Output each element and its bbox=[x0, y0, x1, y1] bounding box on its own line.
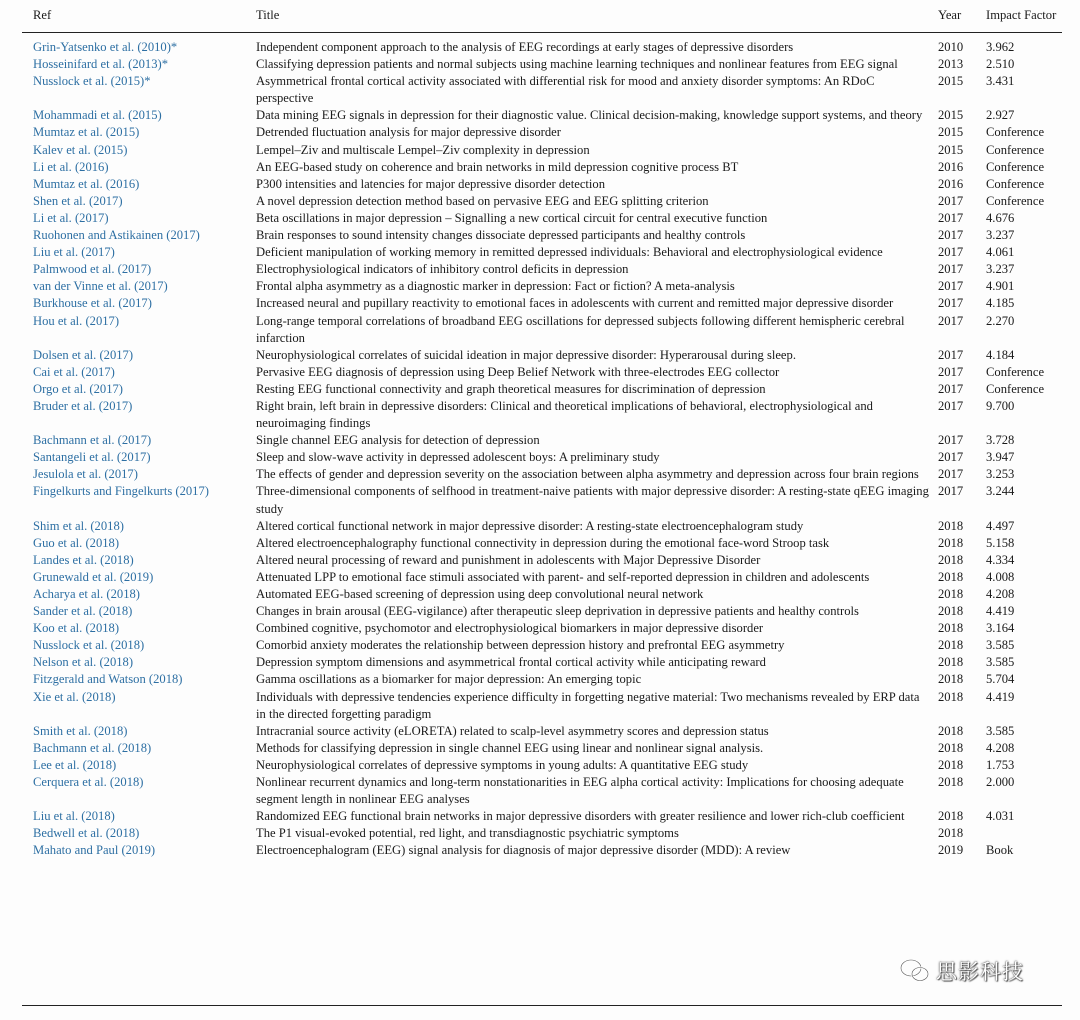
header-title: Title bbox=[256, 7, 280, 22]
header-ref: Ref bbox=[33, 7, 52, 22]
title-cell: Individuals with depressive tendencies experience difficulty in forgetting negative material: Two mechanisms revealed by ERP data in the directed forgetting paradigm bbox=[256, 689, 920, 721]
title-cell: Classifying depression patients and normal subjects using machine learning techniques and nonlinear features from EEG signal bbox=[256, 57, 898, 72]
title-cell: Neurophysiological correlates of depressive symptoms in young adults: A quantitative EEG study bbox=[256, 757, 749, 772]
table-row bbox=[22, 552, 1068, 569]
title-cell: Detrended fluctuation analysis for major depressive disorder bbox=[256, 125, 561, 140]
title-cell: Lempel–Ziv and multiscale Lempel–Ziv complexity in depression bbox=[256, 142, 590, 157]
title-cell: Increased neural and pupillary reactivity to emotional faces in adolescents with current and remitted major depressive disorder bbox=[256, 296, 894, 311]
title-cell: Electrophysiological indicators of inhibitory control deficits in depression bbox=[256, 262, 629, 277]
ref-cell bbox=[22, 825, 256, 842]
ref-cell bbox=[22, 569, 256, 586]
table-row bbox=[22, 757, 1068, 774]
title-cell: Frontal alpha asymmetry as a diagnostic marker in depression: Fact or fiction? A meta-analysis bbox=[256, 279, 735, 294]
year-cell: 2018 bbox=[938, 740, 964, 755]
impact-factor-cell: 3.253 bbox=[986, 467, 1015, 482]
impact-factor-cell: 3.431 bbox=[986, 74, 1015, 89]
header-row bbox=[22, 0, 1068, 31]
ref-cell bbox=[22, 586, 256, 603]
table-row bbox=[22, 825, 1068, 842]
title-cell: Comorbid anxiety moderates the relationship between depression history and prefrontal EEG asymmetry bbox=[256, 638, 785, 653]
year-cell: 2018 bbox=[938, 723, 964, 738]
table-row bbox=[22, 620, 1068, 637]
year-cell: 2018 bbox=[938, 518, 964, 533]
ref-link[interactable]: Cerquera et al. (2018) bbox=[33, 775, 144, 790]
table-row bbox=[22, 56, 1068, 73]
ref-cell bbox=[22, 552, 256, 569]
table-row bbox=[22, 142, 1068, 159]
year-cell: 2017 bbox=[938, 467, 964, 482]
bottom-rule bbox=[22, 1005, 1062, 1006]
year-cell: 2010 bbox=[938, 40, 964, 54]
ref-cell bbox=[22, 159, 256, 176]
impact-factor-cell: 3.237 bbox=[986, 228, 1015, 243]
table-row bbox=[22, 364, 1068, 381]
ref-link[interactable]: Palmwood et al. (2017) bbox=[33, 262, 152, 277]
title-cell: Methods for classifying depression in single channel EEG using linear and nonlinear signal analysis. bbox=[256, 740, 764, 755]
ref-cell bbox=[22, 176, 256, 193]
ref-cell bbox=[22, 364, 256, 381]
title-cell: Changes in brain arousal (EEG-vigilance) after therapeutic sleep deprivation in depressive patients and healthy controls bbox=[256, 604, 859, 619]
impact-factor-cell: 3.244 bbox=[986, 484, 1015, 499]
ref-link[interactable]: Nelson et al. (2018) bbox=[33, 655, 134, 670]
ref-link[interactable]: Sander et al. (2018) bbox=[33, 604, 133, 619]
ref-cell bbox=[22, 603, 256, 620]
ref-cell bbox=[22, 227, 256, 244]
year-cell: 2018 bbox=[938, 604, 964, 619]
table-header bbox=[22, 0, 1068, 31]
ref-cell bbox=[22, 107, 256, 124]
impact-factor-cell: 4.334 bbox=[986, 552, 1015, 567]
ref-cell bbox=[22, 347, 256, 364]
ref-cell bbox=[22, 244, 256, 261]
ref-link[interactable]: Dolsen et al. (2017) bbox=[33, 347, 134, 362]
table-row bbox=[22, 586, 1068, 603]
header-year: Year bbox=[938, 7, 962, 22]
ref-link[interactable]: Mumtaz et al. (2016) bbox=[33, 176, 140, 191]
ref-cell bbox=[22, 757, 256, 774]
impact-factor-cell: 4.419 bbox=[986, 689, 1015, 704]
title-cell: Long-range temporal correlations of broadband EEG oscillations for depressed subjects following different hemispheric cerebral infarction bbox=[256, 313, 905, 345]
year-cell: 2018 bbox=[938, 569, 964, 584]
title-cell: Independent component approach to the analysis of EEG recordings at early stages of depressive disorders bbox=[256, 40, 794, 54]
impact-factor-cell: Conference bbox=[986, 125, 1045, 140]
year-cell: 2015 bbox=[938, 108, 964, 123]
title-cell: Randomized EEG functional brain networks in major depressive disorders with greater resilience and lower rich-club coefficient bbox=[256, 809, 905, 824]
table-body bbox=[22, 31, 1068, 860]
ref-cell bbox=[22, 842, 256, 859]
table-row bbox=[22, 381, 1068, 398]
impact-factor-cell: 4.061 bbox=[986, 245, 1015, 260]
title-cell: Gamma oscillations as a biomarker for major depression: An emerging topic bbox=[256, 672, 642, 687]
ref-link[interactable]: Burkhouse et al. (2017) bbox=[33, 296, 152, 311]
ref-link[interactable]: Grin-Yatsenko et al. (2010)* bbox=[33, 40, 178, 54]
ref-link[interactable]: Grunewald et al. (2019) bbox=[33, 569, 154, 584]
year-cell: 2017 bbox=[938, 210, 964, 225]
year-cell: 2018 bbox=[938, 775, 964, 790]
ref-link[interactable]: Mahato and Paul (2019) bbox=[33, 843, 156, 858]
impact-factor-cell: 3.585 bbox=[986, 655, 1015, 670]
impact-factor-cell: Conference bbox=[986, 142, 1045, 157]
year-cell: 2019 bbox=[938, 843, 964, 858]
title-cell: Beta oscillations in major depression – Signalling a new cortical circuit for central executive function bbox=[256, 210, 768, 225]
ref-link[interactable]: Bachmann et al. (2017) bbox=[33, 433, 152, 448]
title-cell: Resting EEG functional connectivity and graph theoretical measures for discrimination of depression bbox=[256, 381, 766, 396]
year-cell: 2018 bbox=[938, 826, 964, 841]
impact-factor-cell: 4.208 bbox=[986, 587, 1015, 601]
year-cell: 2013 bbox=[938, 57, 964, 72]
year-cell: 2015 bbox=[938, 142, 964, 157]
watermark-text: 思影科技 bbox=[936, 960, 1024, 984]
table-row bbox=[22, 107, 1068, 124]
table-row bbox=[22, 347, 1068, 364]
year-cell: 2017 bbox=[938, 313, 964, 328]
ref-link[interactable]: Jesulola et al. (2017) bbox=[33, 467, 138, 482]
impact-factor-cell: 2.927 bbox=[986, 108, 1015, 123]
ref-cell bbox=[22, 535, 256, 552]
impact-factor-cell: Conference bbox=[986, 193, 1045, 208]
ref-link[interactable]: Koo et al. (2018) bbox=[33, 621, 120, 636]
table-row bbox=[22, 278, 1068, 295]
table-row bbox=[22, 569, 1068, 586]
ref-cell bbox=[22, 210, 256, 227]
table-row bbox=[22, 31, 1068, 56]
table-row bbox=[22, 193, 1068, 210]
ref-link[interactable]: Fingelkurts and Fingelkurts (2017) bbox=[33, 484, 209, 499]
impact-factor-cell: Conference bbox=[986, 381, 1045, 396]
impact-factor-cell: 1.753 bbox=[986, 757, 1015, 772]
table-row bbox=[22, 432, 1068, 449]
year-cell: 2018 bbox=[938, 621, 964, 636]
year-cell: 2017 bbox=[938, 262, 964, 277]
year-cell: 2015 bbox=[938, 125, 964, 140]
table-row bbox=[22, 210, 1068, 227]
title-cell: Brain responses to sound intensity changes dissociate depressed participants and healthy controls bbox=[256, 228, 746, 243]
title-cell: Combined cognitive, psychomotor and electrophysiological biomarkers in major depressive disorder bbox=[256, 621, 764, 636]
ref-link[interactable]: Landes et al. (2018) bbox=[33, 552, 134, 567]
ref-link[interactable]: Shen et al. (2017) bbox=[33, 193, 123, 208]
impact-factor-cell: 3.164 bbox=[986, 621, 1015, 636]
references-table bbox=[22, 0, 1068, 860]
year-cell: 2015 bbox=[938, 74, 964, 89]
ref-link[interactable]: Bruder et al. (2017) bbox=[33, 398, 133, 413]
impact-factor-cell bbox=[986, 825, 1068, 842]
ref-cell bbox=[22, 518, 256, 535]
title-cell: Single channel EEG analysis for detection of depression bbox=[256, 433, 540, 448]
year-cell: 2018 bbox=[938, 552, 964, 567]
impact-factor-cell: Book bbox=[986, 843, 1014, 858]
table-row bbox=[22, 313, 1068, 347]
table-row bbox=[22, 518, 1068, 535]
header-impact-factor: Impact Factor bbox=[986, 7, 1057, 22]
impact-factor-cell: 3.585 bbox=[986, 638, 1015, 653]
title-cell: P300 intensities and latencies for major depressive disorder detection bbox=[256, 176, 606, 191]
title-cell: Altered neural processing of reward and punishment in adolescents with Major Depressive Disorder bbox=[256, 552, 761, 567]
table-row bbox=[22, 603, 1068, 620]
ref-link[interactable]: Li et al. (2017) bbox=[33, 210, 109, 225]
ref-cell bbox=[22, 689, 256, 723]
ref-cell bbox=[22, 432, 256, 449]
ref-link[interactable]: Ruohonen and Astikainen (2017) bbox=[33, 228, 200, 243]
ref-link[interactable]: Orgo et al. (2017) bbox=[33, 381, 124, 396]
title-cell: An EEG-based study on coherence and brain networks in mild depression cognitive process BT bbox=[256, 159, 739, 174]
ref-link[interactable]: Bachmann et al. (2018) bbox=[33, 740, 152, 755]
table-row bbox=[22, 842, 1068, 859]
ref-link[interactable]: van der Vinne et al. (2017) bbox=[33, 279, 168, 294]
ref-link[interactable]: Nusslock et al. (2018) bbox=[33, 638, 145, 653]
year-cell: 2018 bbox=[938, 535, 964, 550]
year-cell: 2017 bbox=[938, 484, 964, 499]
ref-cell bbox=[22, 73, 256, 107]
ref-cell bbox=[22, 483, 256, 517]
ref-cell bbox=[22, 193, 256, 210]
title-cell: A novel depression detection method based on pervasive EEG and EEG splitting criterion bbox=[256, 193, 709, 208]
ref-link[interactable]: Shim et al. (2018) bbox=[33, 518, 124, 533]
table-row bbox=[22, 637, 1068, 654]
impact-factor-cell: 5.704 bbox=[986, 672, 1015, 687]
title-cell: Altered cortical functional network in major depressive disorder: A resting-state electroencephalogram study bbox=[256, 518, 804, 533]
year-cell: 2018 bbox=[938, 638, 964, 653]
impact-factor-cell: 2.000 bbox=[986, 775, 1015, 790]
table-row bbox=[22, 483, 1068, 517]
year-cell: 2018 bbox=[938, 757, 964, 772]
table-row bbox=[22, 159, 1068, 176]
year-cell: 2017 bbox=[938, 296, 964, 311]
year-cell: 2018 bbox=[938, 809, 964, 824]
ref-cell bbox=[22, 671, 256, 688]
ref-link[interactable]: Cai et al. (2017) bbox=[33, 364, 115, 379]
ref-link[interactable]: Santangeli et al. (2017) bbox=[33, 450, 151, 465]
year-cell: 2017 bbox=[938, 245, 964, 260]
impact-factor-cell: 3.728 bbox=[986, 433, 1015, 448]
ref-cell bbox=[22, 381, 256, 398]
ref-link[interactable]: Bedwell et al. (2018) bbox=[33, 826, 140, 841]
ref-link[interactable]: Mohammadi et al. (2015) bbox=[33, 108, 162, 123]
title-cell: Attenuated LPP to emotional face stimuli associated with parent- and self-reported depression in children and adolescents bbox=[256, 569, 870, 584]
ref-link[interactable]: Mumtaz et al. (2015) bbox=[33, 125, 140, 140]
year-cell: 2018 bbox=[938, 689, 964, 704]
ref-cell bbox=[22, 398, 256, 432]
impact-factor-cell: 3.585 bbox=[986, 723, 1015, 738]
year-cell: 2017 bbox=[938, 193, 964, 208]
title-cell: Pervasive EEG diagnosis of depression using Deep Belief Network with three-electrodes EEG collector bbox=[256, 364, 780, 379]
table-row bbox=[22, 466, 1068, 483]
ref-cell bbox=[22, 740, 256, 757]
ref-cell bbox=[22, 654, 256, 671]
watermark bbox=[900, 951, 1050, 991]
table-row bbox=[22, 73, 1068, 107]
impact-factor-cell: 9.700 bbox=[986, 398, 1015, 413]
ref-cell bbox=[22, 808, 256, 825]
impact-factor-cell: 4.497 bbox=[986, 518, 1015, 533]
impact-factor-cell: 4.184 bbox=[986, 347, 1015, 362]
ref-link[interactable]: Lee et al. (2018) bbox=[33, 757, 117, 772]
ref-cell bbox=[22, 449, 256, 466]
title-cell: Right brain, left brain in depressive disorders: Clinical and theoretical implications of behavioral, electrophysiological and neuroimaging findings bbox=[256, 398, 873, 431]
table-row bbox=[22, 227, 1068, 244]
year-cell: 2017 bbox=[938, 433, 964, 448]
title-cell: Sleep and slow-wave activity in depressed adolescent boys: A preliminary study bbox=[256, 450, 660, 465]
year-cell: 2017 bbox=[938, 279, 964, 294]
title-cell: Three-dimensional components of selfhood in treatment-naive patients with major depressive disorder: A resting-state qEEG imaging study bbox=[256, 484, 929, 516]
title-cell: Electroencephalogram (EEG) signal analysis for diagnosis of major depressive disorder (MDD): A review bbox=[256, 843, 791, 858]
table-row bbox=[22, 689, 1068, 723]
impact-factor-cell: Conference bbox=[986, 176, 1045, 191]
ref-cell bbox=[22, 124, 256, 141]
ref-link[interactable]: Nusslock et al. (2015)* bbox=[33, 74, 151, 89]
table-row bbox=[22, 671, 1068, 688]
ref-cell bbox=[22, 261, 256, 278]
table-row bbox=[22, 808, 1068, 825]
table-row bbox=[22, 398, 1068, 432]
ref-link[interactable]: Smith et al. (2018) bbox=[33, 723, 128, 738]
year-cell: 2016 bbox=[938, 159, 964, 174]
year-cell: 2016 bbox=[938, 176, 964, 191]
title-cell: Neurophysiological correlates of suicidal ideation in major depressive disorder: Hyperarousal during sleep. bbox=[256, 347, 796, 362]
title-cell: Data mining EEG signals in depression for their diagnostic value. Clinical decision-making, knowledge support systems, and theory bbox=[256, 108, 923, 123]
impact-factor-cell: 4.008 bbox=[986, 569, 1015, 584]
year-cell: 2018 bbox=[938, 672, 964, 687]
ref-link[interactable]: Kalev et al. (2015) bbox=[33, 142, 128, 157]
impact-factor-cell: 4.901 bbox=[986, 279, 1015, 294]
impact-factor-cell: 3.947 bbox=[986, 450, 1015, 465]
year-cell: 2017 bbox=[938, 364, 964, 379]
impact-factor-cell: 4.676 bbox=[986, 210, 1015, 225]
table-row bbox=[22, 535, 1068, 552]
ref-cell bbox=[22, 774, 256, 808]
ref-link[interactable]: Xie et al. (2018) bbox=[33, 689, 116, 704]
impact-factor-cell: 2.270 bbox=[986, 313, 1015, 328]
title-cell: Depression symptom dimensions and asymmetrical frontal cortical activity while anticipating reward bbox=[256, 655, 766, 670]
ref-cell bbox=[22, 466, 256, 483]
ref-cell bbox=[22, 295, 256, 312]
year-cell: 2017 bbox=[938, 381, 964, 396]
impact-factor-cell: 5.158 bbox=[986, 535, 1015, 550]
title-cell: Altered electroencephalography functional connectivity in depression during the emotional face-word Stroop task bbox=[256, 535, 830, 550]
year-cell: 2018 bbox=[938, 655, 964, 670]
impact-factor-cell: 4.419 bbox=[986, 604, 1015, 619]
title-cell: Intracranial source activity (eLORETA) related to scalp-level asymmetry scores and depression status bbox=[256, 723, 769, 738]
ref-link[interactable]: Li et al. (2016) bbox=[33, 159, 109, 174]
ref-cell bbox=[22, 56, 256, 73]
ref-cell bbox=[22, 313, 256, 347]
header-rule bbox=[22, 32, 1062, 33]
title-cell: The effects of gender and depression severity on the association between alpha asymmetry and depression across four brain regions bbox=[256, 467, 919, 482]
title-cell: The P1 visual-evoked potential, red light, and transdiagnostic psychiatric symptoms bbox=[256, 826, 679, 841]
ref-link[interactable]: Fitzgerald and Watson (2018) bbox=[33, 672, 183, 687]
references-table-container bbox=[22, 0, 1062, 860]
year-cell: 2017 bbox=[938, 228, 964, 243]
ref-link[interactable]: Guo et al. (2018) bbox=[33, 535, 120, 550]
ref-link[interactable]: Liu et al. (2017) bbox=[33, 245, 115, 260]
impact-factor-cell: 4.208 bbox=[986, 740, 1015, 755]
wechat-icon bbox=[900, 958, 930, 984]
impact-factor-cell: 4.031 bbox=[986, 809, 1015, 824]
table-row bbox=[22, 244, 1068, 261]
table-row bbox=[22, 124, 1068, 141]
year-cell: 2017 bbox=[938, 398, 964, 413]
impact-factor-cell: 3.962 bbox=[986, 40, 1015, 54]
ref-cell bbox=[22, 637, 256, 654]
table-row bbox=[22, 723, 1068, 740]
table-row bbox=[22, 176, 1068, 193]
impact-factor-cell: Conference bbox=[986, 364, 1045, 379]
title-cell: Deficient manipulation of working memory in remitted depressed individuals: Behavioral and electrophysiological evidence bbox=[256, 245, 883, 260]
ref-cell bbox=[22, 723, 256, 740]
ref-cell bbox=[22, 620, 256, 637]
table-row bbox=[22, 774, 1068, 808]
ref-cell bbox=[22, 31, 256, 56]
ref-link[interactable]: Acharya et al. (2018) bbox=[33, 587, 140, 601]
title-cell: Nonlinear recurrent dynamics and long-term nonstationarities in EEG alpha cortical activity: Implications for choosing adequate segment length in nonlinear EEG analyses bbox=[256, 775, 904, 807]
ref-link[interactable]: Hou et al. (2017) bbox=[33, 313, 120, 328]
title-cell: Asymmetrical frontal cortical activity associated with differential risk for mood and anxiety disorder symptoms: An RDoC perspective bbox=[256, 74, 875, 106]
year-cell: 2017 bbox=[938, 450, 964, 465]
year-cell: 2017 bbox=[938, 347, 964, 362]
ref-link[interactable]: Hosseinifard et al. (2013)* bbox=[33, 57, 168, 72]
impact-factor-cell: 2.510 bbox=[986, 57, 1015, 72]
ref-cell bbox=[22, 278, 256, 295]
table-row bbox=[22, 740, 1068, 757]
table-row bbox=[22, 295, 1068, 312]
ref-link[interactable]: Liu et al. (2018) bbox=[33, 809, 115, 824]
impact-factor-cell: Conference bbox=[986, 159, 1045, 174]
table-row bbox=[22, 449, 1068, 466]
table-row bbox=[22, 654, 1068, 671]
title-cell: Automated EEG-based screening of depression using deep convolutional neural network bbox=[256, 587, 704, 601]
impact-factor-cell: 3.237 bbox=[986, 262, 1015, 277]
year-cell: 2018 bbox=[938, 587, 964, 601]
table-row bbox=[22, 261, 1068, 278]
ref-cell bbox=[22, 142, 256, 159]
impact-factor-cell: 4.185 bbox=[986, 296, 1015, 311]
